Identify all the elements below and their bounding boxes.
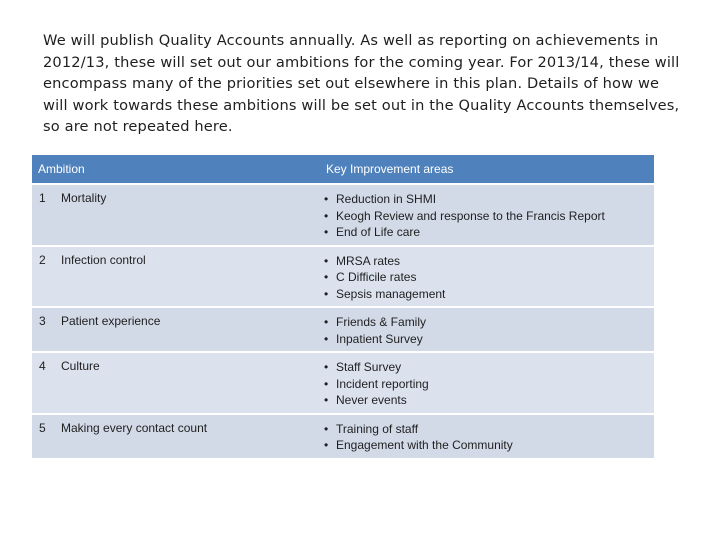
- list-item: • Never events: [324, 392, 654, 409]
- intro-paragraph: We will publish Quality Accounts annually. As well as reporting on achievements in 2012/13, these will set out our ambitions for the coming year. For 2013/14, these will encompass many of the priorities set out elsewhere in this plan. Details of how we will work towards these ambitions will be set out in the Quality Accounts themselves, so are not repeated here.: [43, 32, 680, 135]
- list-item: • End of Life care: [324, 224, 654, 241]
- ambition-cell: [32, 246, 320, 308]
- ambition-cell: [32, 352, 320, 414]
- list-item: • Staff Survey: [324, 359, 654, 376]
- areas-cell: [320, 246, 654, 308]
- areas-cell: [320, 184, 654, 246]
- ambition-cell: [32, 414, 320, 459]
- areas-list: [320, 191, 654, 241]
- header-key-improvement-areas: Key Improvement areas: [320, 155, 654, 184]
- list-item: • Reduction in SHMI: [324, 191, 654, 208]
- ambition-label: Patient experience: [61, 314, 161, 328]
- ambition-number: 2: [39, 252, 46, 267]
- ambition-label: Mortality: [61, 191, 107, 205]
- areas-list: [320, 253, 654, 303]
- list-item: • Engagement with the Community: [324, 437, 654, 454]
- table-row: [32, 184, 654, 246]
- list-item: • Inpatient Survey: [324, 331, 654, 348]
- table-header-row: [32, 155, 654, 184]
- areas-cell: [320, 307, 654, 352]
- areas-cell: [320, 352, 654, 414]
- header-ambition: Ambition: [32, 155, 320, 184]
- ambition-label: Culture: [61, 359, 100, 373]
- ambition-number: 5: [39, 420, 46, 435]
- ambition-cell: [32, 184, 320, 246]
- ambition-number: 1: [39, 191, 46, 205]
- list-item: • Keogh Review and response to the Francis Report: [324, 208, 654, 225]
- ambitions-table: [32, 155, 654, 460]
- table-row: [32, 414, 654, 459]
- list-item: • MRSA rates: [324, 253, 654, 270]
- list-item: • C Difficile rates: [324, 269, 654, 286]
- table-row: [32, 246, 654, 308]
- list-item: • Friends & Family: [324, 314, 654, 331]
- areas-cell: [320, 414, 654, 459]
- list-item: • Incident reporting: [324, 376, 654, 393]
- table-row: [32, 352, 654, 414]
- ambition-number: 3: [39, 314, 46, 328]
- areas-list: [320, 421, 654, 454]
- ambition-cell: [32, 307, 320, 352]
- list-item: • Training of staff: [324, 421, 654, 438]
- ambition-label: Making every contact count: [61, 420, 208, 435]
- ambition-number: 4: [39, 359, 46, 373]
- areas-list: [320, 314, 654, 347]
- table-row: [32, 307, 654, 352]
- areas-list: [320, 359, 654, 409]
- ambition-label: Infection control: [61, 252, 146, 267]
- list-item: • Sepsis management: [324, 286, 654, 303]
